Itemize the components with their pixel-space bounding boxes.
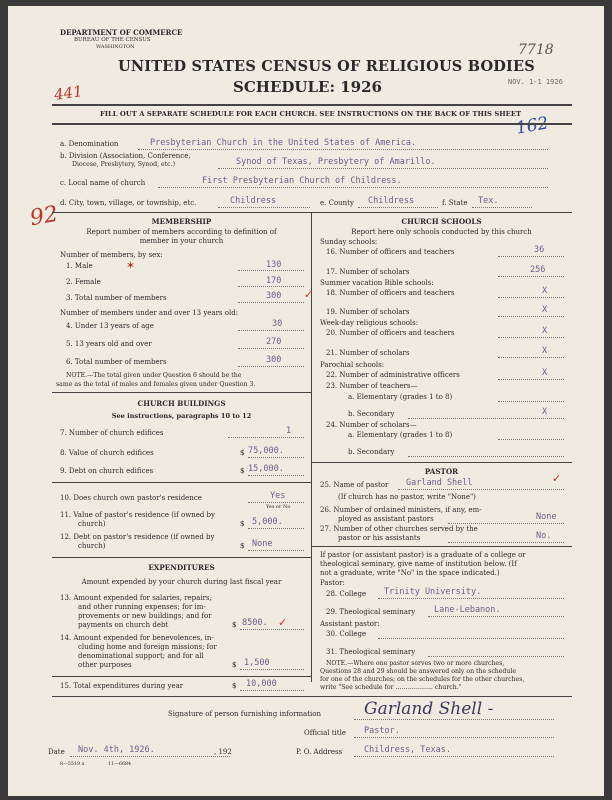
- q13-label: 13. Amount expended for salaries, repairs,: [60, 594, 212, 602]
- pastor-note-2: Questions 28 and 29 should be answered only on the schedule: [320, 668, 517, 675]
- q31-label: 31. Theological seminary: [326, 648, 416, 656]
- q1-value: 130: [266, 260, 282, 270]
- signature-value: Garland Shell -: [364, 699, 494, 719]
- q17-label: 17. Number of scholars: [326, 268, 410, 276]
- q16-label: 16. Number of officers and teachers: [326, 248, 455, 256]
- po-address-value: Childress, Texas.: [364, 745, 451, 755]
- q3-label: 3. Total number of members: [66, 294, 167, 302]
- q10-label: 10. Does church own pastor's residence: [60, 494, 202, 502]
- pastor-note: NOTE.—Where one pastor serves two or more churches,: [326, 660, 505, 667]
- graduate-note: If pastor (or assistant pastor) is a graduate of a college or: [320, 551, 526, 559]
- q25-note: (If church has no pastor, write "None"): [338, 493, 476, 501]
- q11-label-2: church): [78, 520, 106, 528]
- county-value: Childress: [368, 196, 415, 206]
- q10-value: Yes: [270, 491, 286, 501]
- q12-label: 12. Debt on pastor's residence (if owned by: [60, 533, 215, 541]
- year-suffix: , 192: [214, 748, 232, 756]
- date-value: Nov. 4th, 1926.: [78, 745, 155, 755]
- by-sex-label: Number of members, by sex:: [60, 251, 163, 259]
- q29-label: 29. Theological seminary: [326, 608, 416, 616]
- q24b-label: b. Secondary: [348, 448, 395, 456]
- q24a-label: a. Elementary (grades 1 to 8): [348, 431, 453, 439]
- q22-label: 22. Number of administrative officers: [326, 371, 460, 379]
- q19-label: 19. Number of scholars: [326, 308, 410, 316]
- city-label: WASHINGTON: [96, 44, 135, 50]
- q7-value: 1: [286, 426, 292, 436]
- membership-note-2: same as the total of males and females given under Question 3.: [56, 381, 256, 388]
- bureau-label: BUREAU OF THE CENSUS: [74, 37, 151, 43]
- q8-value: 75,000.: [248, 446, 284, 456]
- q12-value: None: [252, 539, 273, 549]
- q19-value: X: [542, 305, 548, 315]
- po-address-label: P. O. Address: [296, 748, 343, 756]
- q20-value: X: [542, 326, 548, 336]
- official-title-value: Pastor.: [364, 726, 400, 736]
- weekday-label: Week-day religious schools:: [320, 319, 419, 327]
- q27-label-2: pastor or his assistants: [338, 534, 421, 542]
- vacation-label: Summer vacation Bible schools:: [320, 279, 434, 287]
- form-number: 8—5519 a: [60, 762, 85, 767]
- q23-label: 23. Number of teachers—: [326, 382, 418, 390]
- q13-label-4: payments on church debt: [78, 621, 169, 629]
- q14-label-4: other purposes: [78, 661, 132, 669]
- q1-label: 1. Male: [66, 262, 93, 270]
- q30-label: 30. College: [326, 630, 367, 638]
- q21-label: 21. Number of scholars: [326, 349, 410, 357]
- membership-heading: MEMBERSHIP: [151, 217, 212, 226]
- division-value: Synod of Texas, Presbytery of Amarillo.: [236, 157, 436, 167]
- q13-value: 8500.: [242, 618, 268, 628]
- q13-label-2: and other running expenses; for im-: [78, 603, 206, 611]
- city-town-value: Childress: [230, 196, 277, 206]
- q25-value: Garland Shell: [406, 478, 473, 488]
- form-number-2: 11—6684: [108, 762, 132, 767]
- q25-label: 25. Name of pastor: [320, 481, 389, 489]
- rule: [52, 104, 572, 106]
- q14-label-2: cluding home and foreign missions; for: [78, 643, 217, 651]
- red-star-mark: ✶: [126, 259, 136, 272]
- q27-value: No.: [536, 531, 552, 541]
- q4-label: 4. Under 13 years of age: [66, 322, 154, 330]
- pastor-note-4: write "See schedule for ................... church.": [320, 684, 462, 691]
- page-title: UNITED STATES CENSUS OF RELIGIOUS BODIES: [118, 58, 535, 75]
- q15-value: 10,000: [246, 679, 277, 689]
- blue-annotation-162: 162: [514, 113, 550, 139]
- signature-label: Signature of person furnishing information: [168, 710, 322, 718]
- q21-value: X: [542, 346, 548, 356]
- state-value: Tex.: [478, 196, 499, 206]
- pastor-sub-label: Pastor:: [320, 579, 345, 587]
- q9-value: 15,000.: [248, 464, 284, 474]
- q24-label: 24. Number of scholars—: [326, 421, 417, 429]
- q2-value: 170: [266, 276, 282, 286]
- red-check-mark: ✓: [278, 616, 288, 629]
- graduate-note-3: not a graduate, write "No" in the space indicated.): [320, 569, 500, 577]
- stamp-number: 7718: [518, 42, 554, 58]
- membership-note: NOTE.—The total given under Question 6 should be the: [66, 372, 242, 379]
- q14-label-3: denominational support; and for all: [78, 652, 204, 660]
- membership-intro: Report number of members according to definition of: [86, 228, 277, 236]
- q11-value: 5,000.: [252, 517, 283, 527]
- pastor-note-3: for one of the churches; on the schedules for the other churches,: [320, 676, 525, 683]
- q12-label-2: church): [78, 542, 106, 550]
- q16-value: 36: [534, 245, 545, 255]
- q6-value: 300: [266, 355, 282, 365]
- q6-label: 6. Total number of members: [66, 358, 167, 366]
- pastor-heading: PASTOR: [424, 467, 459, 476]
- q11-label: 11. Value of pastor's residence (if owned by: [60, 511, 215, 519]
- buildings-sub: See instructions, paragraphs 10 to 12: [111, 412, 252, 420]
- date-label: Date: [48, 748, 65, 756]
- q13-label-3: provements or new buildings; and for: [78, 612, 212, 620]
- red-annotation-441: 441: [52, 82, 84, 104]
- q22-value: X: [542, 368, 548, 378]
- yes-no-hint: Yes or No: [266, 504, 291, 510]
- q14-label: 14. Amount expended for benevolences, in-: [60, 634, 214, 642]
- division-label: b. Division (Association, Conference,: [60, 152, 191, 160]
- q29-value: Lane-Lebanon.: [434, 605, 501, 615]
- official-title-label: Official title: [304, 729, 346, 737]
- q23b-value: X: [542, 407, 548, 417]
- q28-value: Trinity University.: [384, 587, 482, 597]
- q14-value: 1,500: [244, 658, 270, 668]
- q2-label: 2. Female: [66, 278, 101, 286]
- rule: [52, 123, 572, 125]
- census-schedule-sheet: DEPARTMENT OF COMMERCE BUREAU OF THE CENSUS WASHINGTON UNITED STATES CENSUS OF RELIGIOUS BODIES SCHEDULE: 1926 7718 NOV. 1-1 1926 441 162 92 FILL OUT A SEPARATE SCHEDULE FOR EACH CHURCH. SEE INSTRUCTIONS ON THE BACK OF THIS SHEET a. Denomination Presbyterian Church in the United States of America. b. Division (Association, Conference, Diocese, Presbytery, Synod, etc.) Synod of Texas, Presbytery of Amarillo. c. Local name of church First Presbyterian Church of Childress. d. City, town, village, or township, etc. Childress e. County Childress f. State Tex. MEMBERSHIP Report number of members according to definition of member in your church Number of members, by sex: 1. Male ✶ 130 2. Female 170 3. Total number of members 300 ✓ Number of members under and over 13 years old: 4. Under 13 years of age 30 5. 13 years old and over 270 6. Total number of members 300 NOTE.—The total given under Question 6 should be the same as the total of males and females given under Question 3. CHURCH BUILDINGS See instructions, paragraphs 10 to 12 7. Number of church edifices 1 8. Value of church edifices $ 75,000. 9. Debt on church edifices $ 15,000. 10. Does church own pastor's residence Yes Yes or No 11. Value of pastor's residence (if owned by church) $ 5,000. 12. Debt on pastor's residence (if owned by church) $ None EXPENDITURES Amount expended by your church during last fiscal year 13. Amount expended for salaries, repairs, and other running expenses; for im- provements or new buildings; and for payments on church debt $ 8500. ✓ 14. Amount expended for benevolences, in- cluding home and foreign missions; for denominational support; and for all other purposes $ 1,500 15. Total expenditures during year $ 10,000 CHURCH SCHOOLS Report here only schools conducted by this church Sunday schools: 16. Number of officers and teachers 36 17. Number of scholars 256 Summer vacation Bible schools: 18. Number of officers and teachers X 19. Number of scholars X Week-day religious schools: 20. Number of officers and teachers X 21. Number of scholars X Parochial schools: 22. Number of administrative officers X 23. Number of teachers— a. Elementary (grades 1 to 8) b. Secondary X 24. Number of scholars— a. Elementary (grades 1 to 8) b. Secondary PASTOR 25. Name of pastor Garland Shell ✓ (If church has no pastor, write "None") 26. Number of ordained ministers, if any, em- ployed as assistant pastors None 27. Number of other churches served by the pastor or his assistants No. If pastor (or assistant pastor) is a graduate of a college or theological seminary, give name of institution below. (If not a graduate, write "No" in the space indicated.) Pastor: 28. College Trinity University. 29. Theological seminary Lane-Lebanon. Assistant pastor: 30. College 31. Theological seminary NOTE.—Where one pastor serves two or more churches, Questions 28 and 29 should be answered only on the schedule for one of the churches; on the schedules for the other churches, write "See schedule for ................... church." Signature of person furnishing information Garland Shell - Official title Pastor. Date Nov. 4th, 1926. , 192 P. O. Address Childress, Texas. 8—5519 a 11—6684: [8, 6, 604, 796]
- instructions-line: FILL OUT A SEPARATE SCHEDULE FOR EACH CHURCH. SEE INSTRUCTIONS ON THE BACK OF THIS SHEET: [100, 110, 522, 118]
- division-label-2: Diocese, Presbytery, Synod, etc.): [72, 161, 176, 168]
- q8-label: 8. Value of church edifices: [60, 449, 154, 457]
- q5-value: 270: [266, 337, 282, 347]
- expenditures-sub: Amount expended by your church during last fiscal year: [81, 578, 282, 586]
- local-name-label: c. Local name of church: [60, 179, 146, 187]
- city-town-label: d. City, town, village, or township, etc.: [60, 199, 197, 207]
- q26-value: None: [536, 512, 557, 522]
- q4-value: 30: [272, 319, 283, 329]
- q5-label: 5. 13 years old and over: [66, 340, 152, 348]
- q26-label-2: ployed as assistant pastors: [338, 515, 434, 523]
- denomination-label: a. Denomination: [60, 140, 119, 148]
- assistant-sub-label: Assistant pastor:: [320, 620, 380, 628]
- q18-value: X: [542, 286, 548, 296]
- schools-heading: CHURCH SCHOOLS: [401, 217, 482, 226]
- q20-label: 20. Number of officers and teachers: [326, 329, 455, 337]
- page-subtitle: SCHEDULE: 1926: [233, 78, 382, 96]
- q3-value: 300: [266, 291, 282, 301]
- sunday-label: Sunday schools:: [320, 238, 378, 246]
- q7-label: 7. Number of church edifices: [60, 429, 164, 437]
- local-name-value: First Presbyterian Church of Childress.: [202, 176, 402, 186]
- dept-label: DEPARTMENT OF COMMERCE: [60, 28, 183, 37]
- q17-value: 256: [530, 265, 546, 275]
- schools-intro: Report here only schools conducted by this church: [351, 228, 532, 236]
- age-label: Number of members under and over 13 years old:: [60, 309, 239, 317]
- denomination-value: Presbyterian Church in the United States of America.: [150, 138, 417, 148]
- red-annotation-92: 92: [28, 201, 60, 232]
- q23b-label: b. Secondary: [348, 410, 395, 418]
- q27-label: 27. Number of other churches served by the: [320, 525, 478, 533]
- q28-label: 28. College: [326, 590, 367, 598]
- date-stamp: NOV. 1-1 1926: [508, 78, 563, 86]
- q23a-label: a. Elementary (grades 1 to 8): [348, 393, 453, 401]
- graduate-note-2: theological seminary, give name of institution below. (If: [320, 560, 517, 568]
- red-check-mark: ✓: [552, 472, 562, 485]
- q9-label: 9. Debt on church edifices: [60, 467, 154, 475]
- q26-label: 26. Number of ordained ministers, if any, em-: [320, 506, 482, 514]
- expenditures-heading: EXPENDITURES: [148, 563, 215, 572]
- red-check-mark: ✓: [304, 288, 314, 301]
- state-label: f. State: [442, 199, 468, 207]
- q18-label: 18. Number of officers and teachers: [326, 289, 455, 297]
- q15-label: 15. Total expenditures during year: [60, 682, 184, 690]
- buildings-heading: CHURCH BUILDINGS: [137, 399, 226, 408]
- county-label: e. County: [320, 199, 354, 207]
- membership-intro-2: member in your church: [139, 237, 224, 245]
- parochial-label: Parochial schools:: [320, 361, 385, 369]
